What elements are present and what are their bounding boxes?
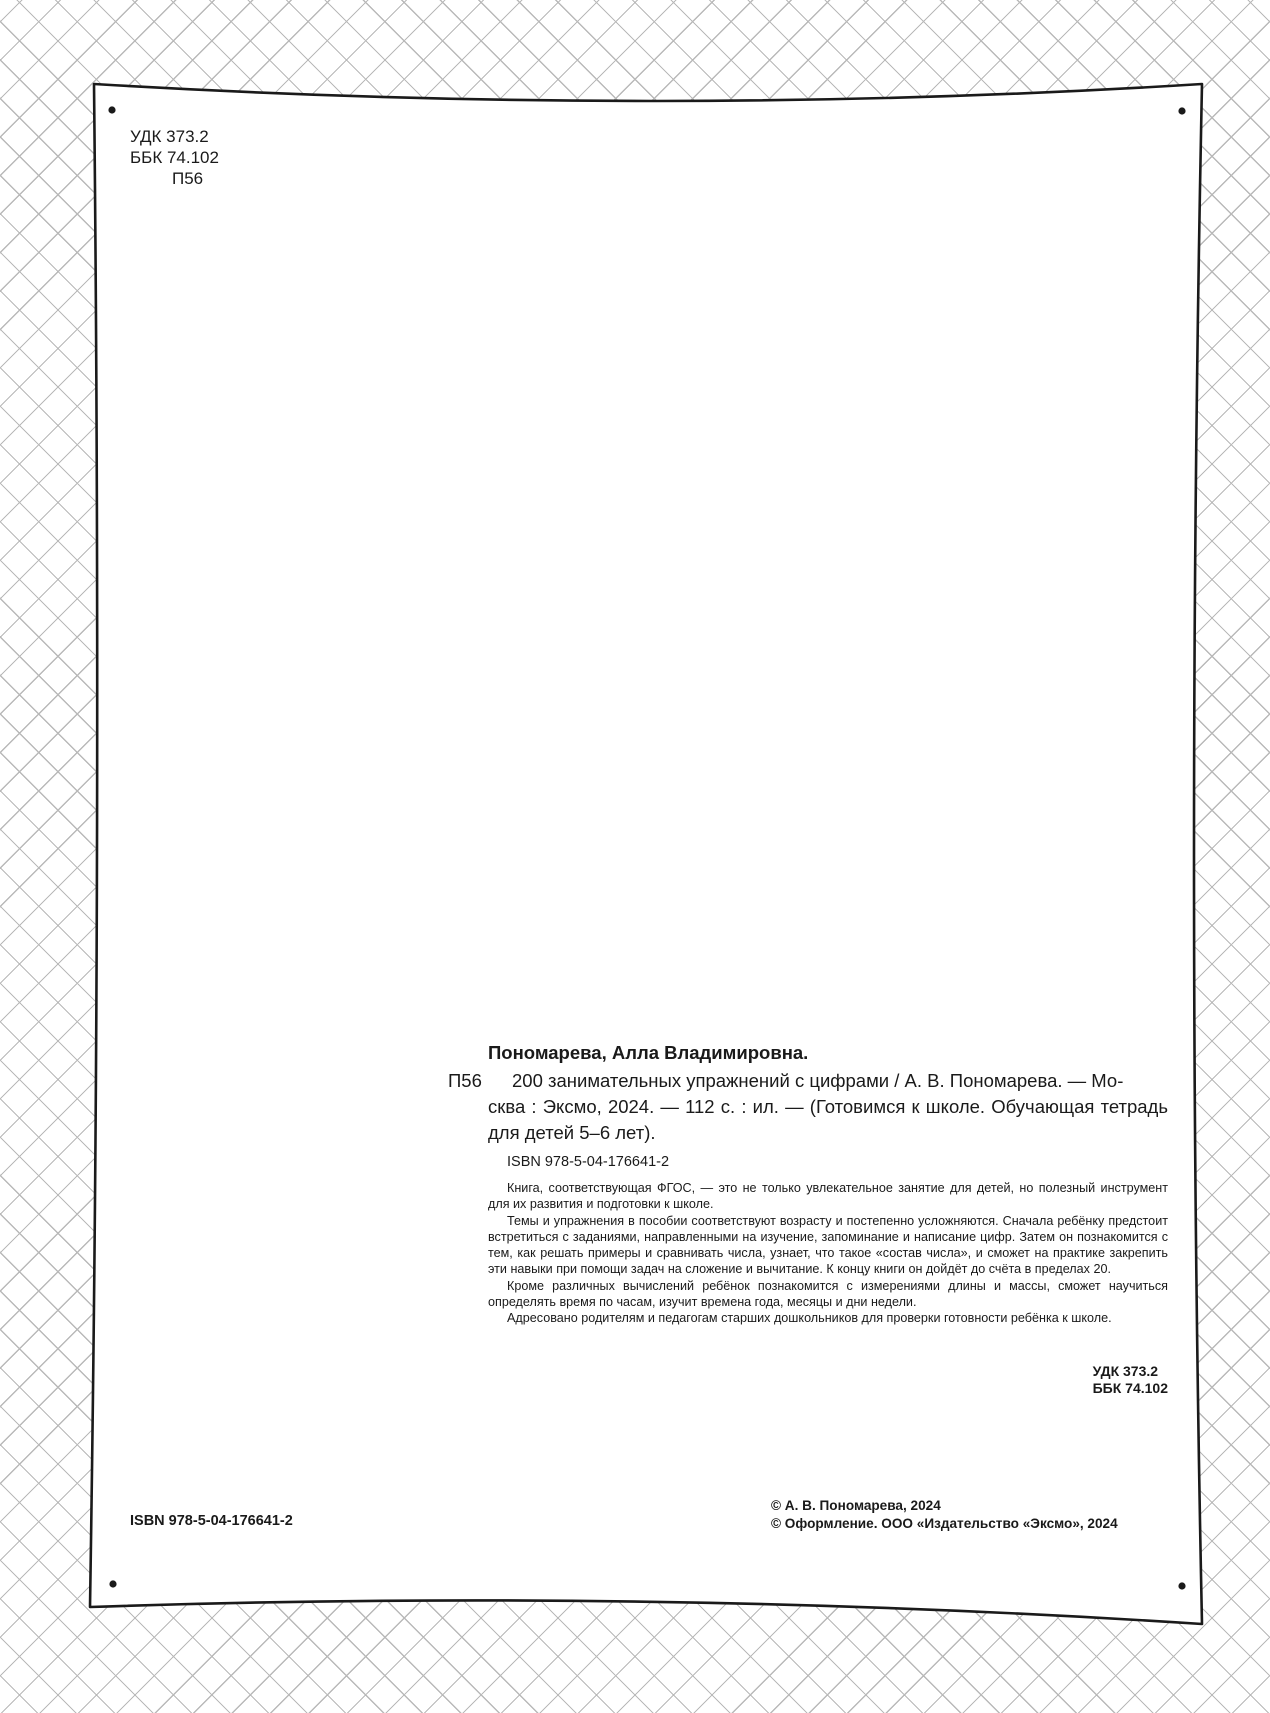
record-isbn: ISBN 978-5-04-176641-2 <box>507 1154 670 1170</box>
pin-bottom-left <box>109 1580 116 1587</box>
annotation-paragraph: Темы и упражнения в пособии соответствуют возрасту и постепенно усложняются. Сначала ребёнку предстоит встретиться с заданиями, направленными на изучение, запоминание и написание цифр. Затем он познакомится с тем, как решать примеры и сравнивать числа, узнает, что такое «состав числа», и сможет на практике закрепить эти навыки при помощи задач на сложение и вычитание. К концу книги он дойдёт до счёта в пределах 20. <box>488 1213 1168 1277</box>
header-bbk: ББК 74.102 <box>130 148 219 167</box>
pin-top-right <box>1178 107 1185 114</box>
annotation-paragraph: Кроме различных вычислений ребёнок познакомится с измерениями длины и массы, сможет научиться определять время по часам, изучит времена года, месяцы и дни недели. <box>488 1278 1168 1310</box>
annotation-paragraph: Адресовано родителям и педагогам старших дошкольников для проверки готовности ребёнка к школе. <box>507 1311 1112 1326</box>
record-udk: УДК 373.2 <box>1092 1363 1159 1379</box>
footer-copyright <box>771 1497 1118 1533</box>
record-description <box>488 1068 1168 1146</box>
header-classification <box>130 126 219 189</box>
pin-bottom-right <box>1178 1582 1185 1589</box>
header-udk: УДК 373.2 <box>130 127 209 146</box>
record-annotation <box>488 1180 1168 1327</box>
copyright-author: © А. В. Пономарева, 2024 <box>771 1498 941 1513</box>
sheet-outline <box>90 84 1202 1624</box>
header-code: П56 <box>172 169 204 188</box>
pin-top-left <box>108 106 115 113</box>
record-bbk: ББК 74.102 <box>1092 1380 1168 1396</box>
record-code: П56 <box>448 1070 482 1091</box>
copyright-design: © Оформление. ООО «Издательство «Эксмо», 2024 <box>771 1516 1118 1531</box>
record-description-line1: 200 занимательных упражнений с цифрами / А. В. Пономарева. — Мо- <box>512 1070 1124 1091</box>
footer-isbn: ISBN 978-5-04-176641-2 <box>130 1513 293 1529</box>
record-author: Пономарева, Алла Владимировна. <box>488 1042 809 1063</box>
record-classification <box>1093 1363 1168 1397</box>
annotation-paragraph: Книга, соответствующая ФГОС, — это не только увлекательное занятие для детей, но полезный инструмент для их развития и подготовки к школе. <box>488 1181 1168 1212</box>
record-description-line2: сква : Эксмо, 2024. — 112 с. : ил. — (Готовимся к школе. Обучающая тетрадь для детей 5–6 лет). <box>488 1096 1168 1143</box>
